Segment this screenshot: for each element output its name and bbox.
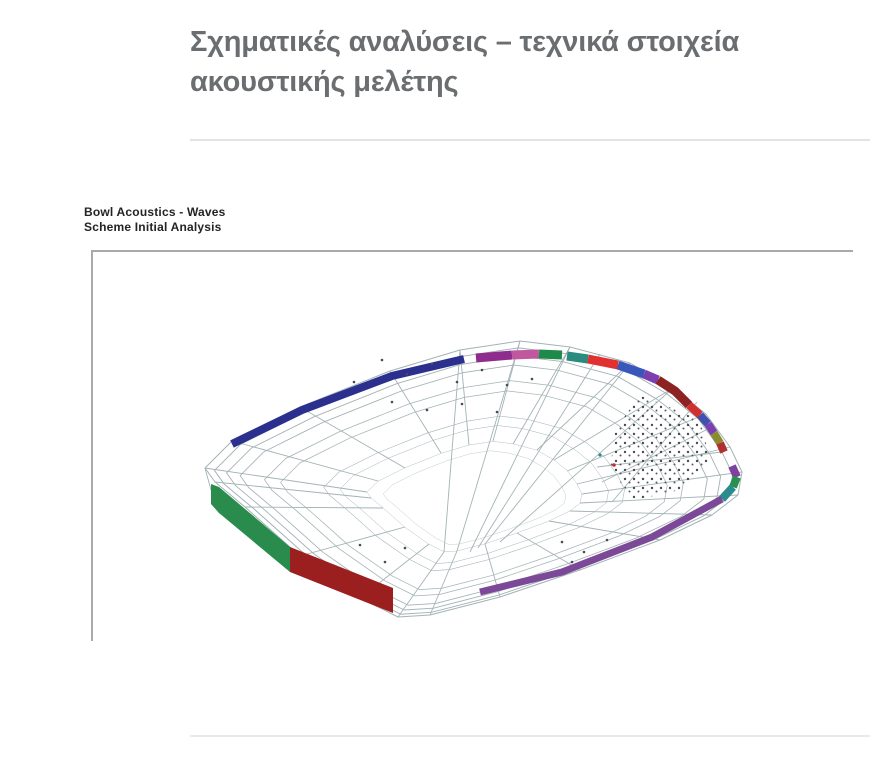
figure-caption bbox=[84, 205, 226, 235]
rim-band-orchid bbox=[512, 354, 539, 355]
stadium-acoustics-diagram bbox=[92, 252, 862, 722]
figure-caption-line2: Scheme Initial Analysis bbox=[84, 220, 222, 234]
side-band-olive bbox=[714, 433, 720, 443]
corner-band-purple bbox=[732, 466, 737, 477]
corner-band-green bbox=[733, 477, 737, 487]
source-point-red bbox=[612, 463, 616, 467]
page-title-line2: ακουστικής μελέτης bbox=[190, 66, 459, 98]
rim-band-green bbox=[539, 354, 562, 355]
side-band-red2 bbox=[720, 443, 724, 452]
side-band-red bbox=[689, 405, 700, 415]
rim-band-magenta bbox=[476, 355, 512, 358]
side-band-purple bbox=[708, 424, 714, 433]
page-title bbox=[190, 22, 830, 102]
rim-band-navy bbox=[232, 359, 464, 444]
left-wall-panels bbox=[211, 484, 393, 613]
page-title-line1: Σχηματικές αναλύσεις – τεχνικά στοιχεία bbox=[190, 26, 740, 58]
top-divider bbox=[190, 139, 870, 141]
rim-band-teal bbox=[567, 356, 588, 359]
wall-panel-green bbox=[219, 487, 290, 572]
source-point-teal bbox=[598, 453, 601, 456]
rim-band-red bbox=[588, 359, 618, 365]
wall-panel-dark-red bbox=[290, 547, 393, 613]
figure-caption-line1: Bowl Acoustics - Waves bbox=[84, 205, 226, 219]
rim-band-violet bbox=[644, 374, 658, 380]
rim-band-dark-red bbox=[658, 380, 689, 405]
wall-panel-green-sliver bbox=[211, 484, 219, 513]
bottom-divider bbox=[190, 735, 870, 737]
corner-band-teal bbox=[722, 487, 733, 499]
